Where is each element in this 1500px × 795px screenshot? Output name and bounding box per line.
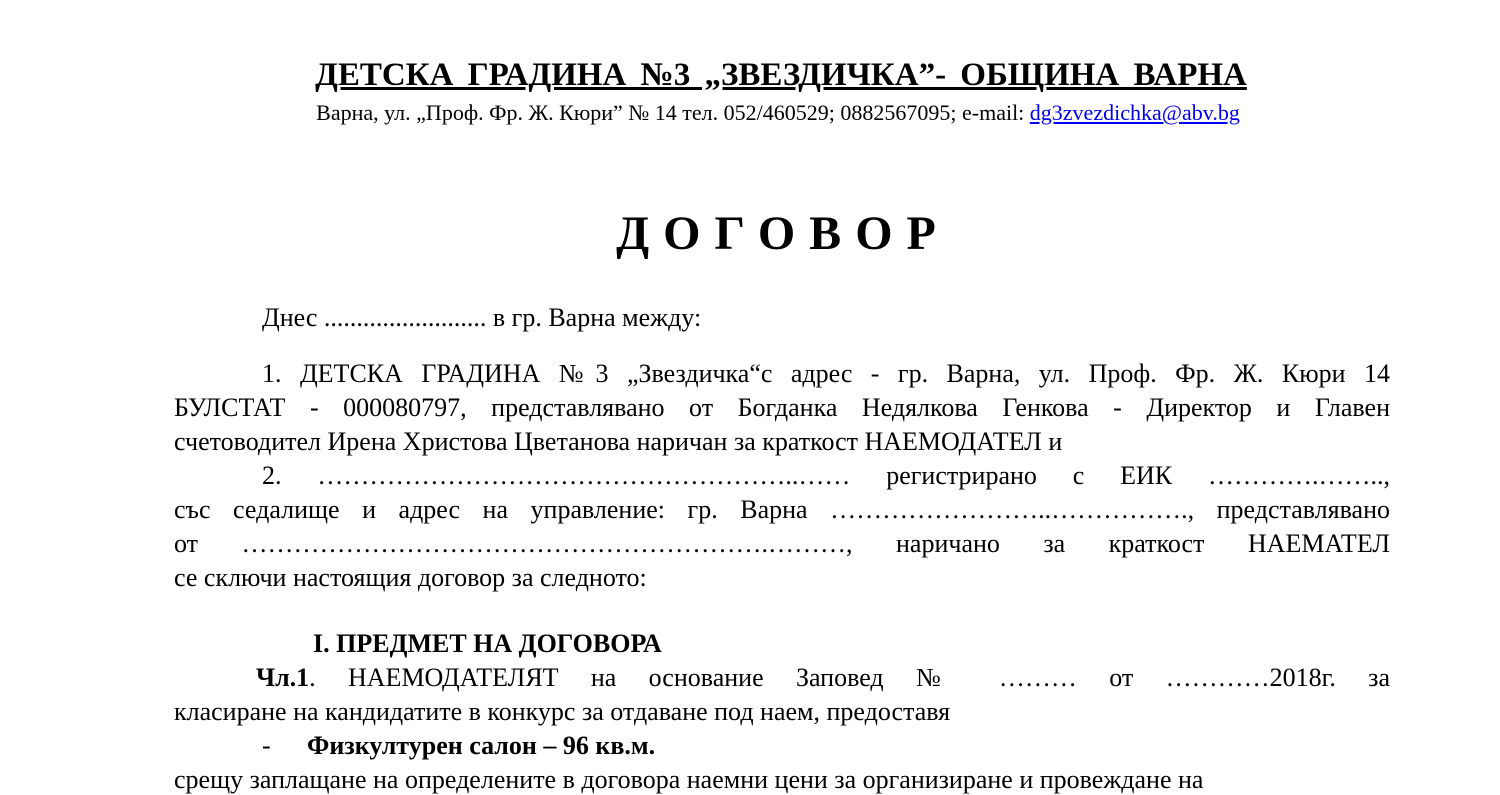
article-line (174, 663, 1390, 693)
party2-line: се сключи настоящия договор за следното: (174, 563, 647, 592)
bullet-item: Физкултурен салон – 96 кв.м. (307, 731, 656, 760)
article-text: . НАЕМОДАТЕЛЯТ на основание Заповед № ……… от …………2018г. за (309, 663, 1390, 692)
party2-line: от …………………………………………………….………, наричано за краткост НАЕМАТЕЛ (174, 529, 1390, 558)
party2-line: със седалище и адрес на управление: гр. Варна ……………………..……………., представлявано (174, 495, 1390, 524)
party1-line: 1. ДЕТСКА ГРАДИНА №3 „Звездичка“с адрес - гр. Варна, ул. Проф. Фр. Ж. Кюри 14 (262, 359, 1390, 388)
institution-address (0, 98, 1500, 128)
section-heading: I. ПРЕДМЕТ НА ДОГОВОРА (313, 629, 662, 658)
institution-title: ДЕТСКА ГРАДИНА №3 „ЗВЕЗДИЧКА”- ОБЩИНА ВАРНА (315, 57, 1247, 93)
party1-line: счетоводител Ирена Христова Цветанова наричан за краткост НАЕМОДАТЕЛ и (174, 427, 1063, 456)
bullet: - (262, 731, 271, 760)
party1-line: БУЛСТАТ - 000080797, представлявано от Богданка Недялкова Генкова - Директор и Главен (174, 393, 1390, 422)
document-title: ДОГОВОР (616, 207, 950, 260)
intro-line: Днес ......................... в гр. Варна между: (262, 303, 702, 332)
address-text: Варна, ул. „Проф. Фр. Ж. Кюри” № 14 тел. 052/460529; 0882567095; e-mail: (316, 100, 1030, 125)
email-link[interactable]: dg3zvezdichka@abv.bg (1029, 100, 1240, 125)
article-label: Чл.1 (256, 663, 310, 692)
party2-line: 2. ………………………………………………..…… регистрирано с ЕИК ………….…….., (262, 461, 1390, 490)
article-line: срещу заплащане на определените в договора наемни цени за организиране и провеждане на (174, 765, 1204, 794)
article-line: класиране на кандидатите в конкурс за отдаване под наем, предоставя (174, 697, 951, 726)
